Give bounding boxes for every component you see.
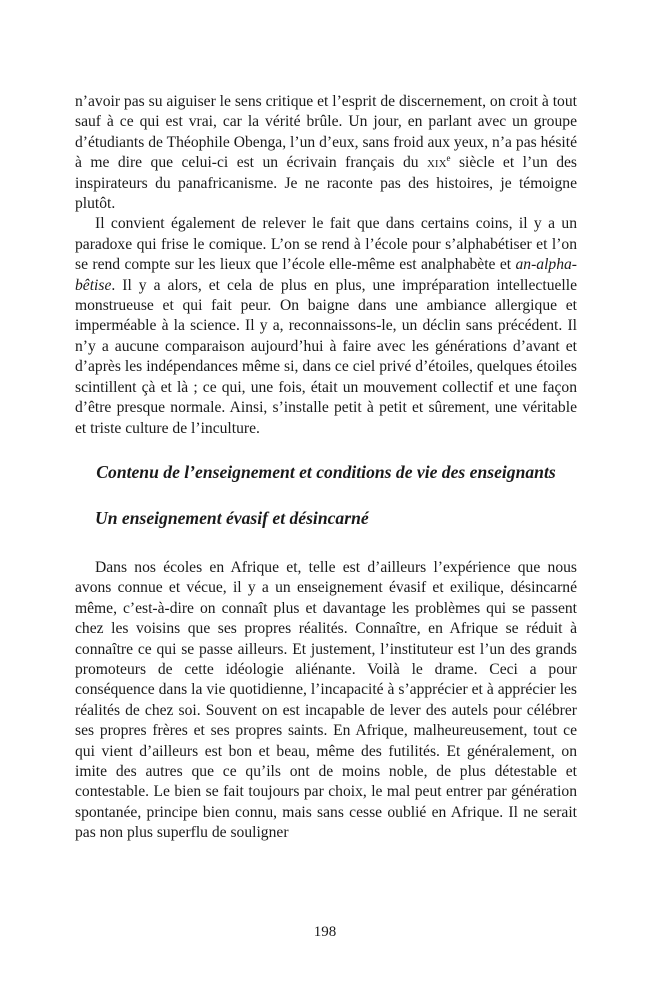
paragraph-3: Dans nos écoles en Afrique et, telle est d’ailleurs l’expérience que nous avons connue et vécue, il y a un enseignement évasif et exilique, désincarné même, c’est-à-dire on connaît plus et davantage les problèmes qui se passent chez les voisins que ses propres réalités. Connaître, en Afrique se réduit à connaître ce qui se passe ailleurs. Et justement, l’instituteur est l’un des grands promoteurs de cette idéologie aliénante. Voilà le drame. Ceci a pour conséquence dans la vie quotidienne, l’incapacité à s’apprécier et à apprécier les réalités de chez soi. Souvent on est incapable de lever des autels pour célébrer ses propres frères et ses propres saints. En Afrique, malheureusement, tout ce qui vient d’ailleurs est bon et beau, même des futilités. Et généralement, on imite des autres que ce qu’ils ont de moins noble, de plus détestable et contestable. Le bien se fait toujours par choix, le mal peut entrer par génération spontanée, principe bien connu, mais sans cesse oublié en Afrique. Il ne serait pas non plus superflu de souligner (75, 558, 577, 842)
paragraph-2-italic: an-alpha-bêtise (75, 256, 577, 294)
paragraph-1 (75, 92, 577, 214)
section-heading: Contenu de l’enseignement et conditions de vie des enseignants (96, 461, 556, 482)
paragraph-2 (75, 214, 577, 438)
page-number: 198 (313, 924, 337, 940)
paragraph-2-text: Il convient également de relever le fait que dans certains coins, il y a un paradoxe qui frise le comique. L’on se rend à l’école pour s’alphabétiser et l’on se rend compte sur les lieux que l’école elle-même est analphabète et (75, 215, 577, 274)
century-numeral: xix (426, 154, 447, 172)
subsection-heading: Un enseignement évasif et désincarné (95, 507, 369, 528)
paragraph-1-text: n’avoir pas su aiguiser le sens critique et l’esprit de discernement, on croit à tout sauf à ce qui est vrai, car la vérité brûle. Un jour, en parlant avec un groupe d’étudiants de Théophile Obenga, l’un d’eux, sans froid aux yeux, n’a pas hésité à me dire que celui-ci est un écrivain français du (75, 93, 577, 172)
paragraph-2-tail: . Il y a alors, et cela de plus en plus, une impréparation intellectuelle monstrueuse et qui fait peur. On baigne dans une ambiance allergique et imperméable à la science. Il y a, reconnaissons-le, un déclin sans précédent. Il n’y a aucune comparaison aujourd’hui à faire avec les générations d’avant et d’après les indépendances même si, dans ce ciel privé d’étoiles, quelques étoiles scintillent çà et là ; ce qui, une fois, était un mouvement collectif et une façon d’être presque normale. Ainsi, s’installe petit à petit et sûrement, une véritable et triste culture de l’inculture. (75, 276, 577, 437)
paragraph-1-tail: siècle et l’un des inspirateurs du panafricanisme. Je ne raconte pas des histoires, je témoigne plutôt. (75, 154, 577, 213)
page-body (75, 92, 577, 844)
century-superscript: e (446, 153, 451, 164)
